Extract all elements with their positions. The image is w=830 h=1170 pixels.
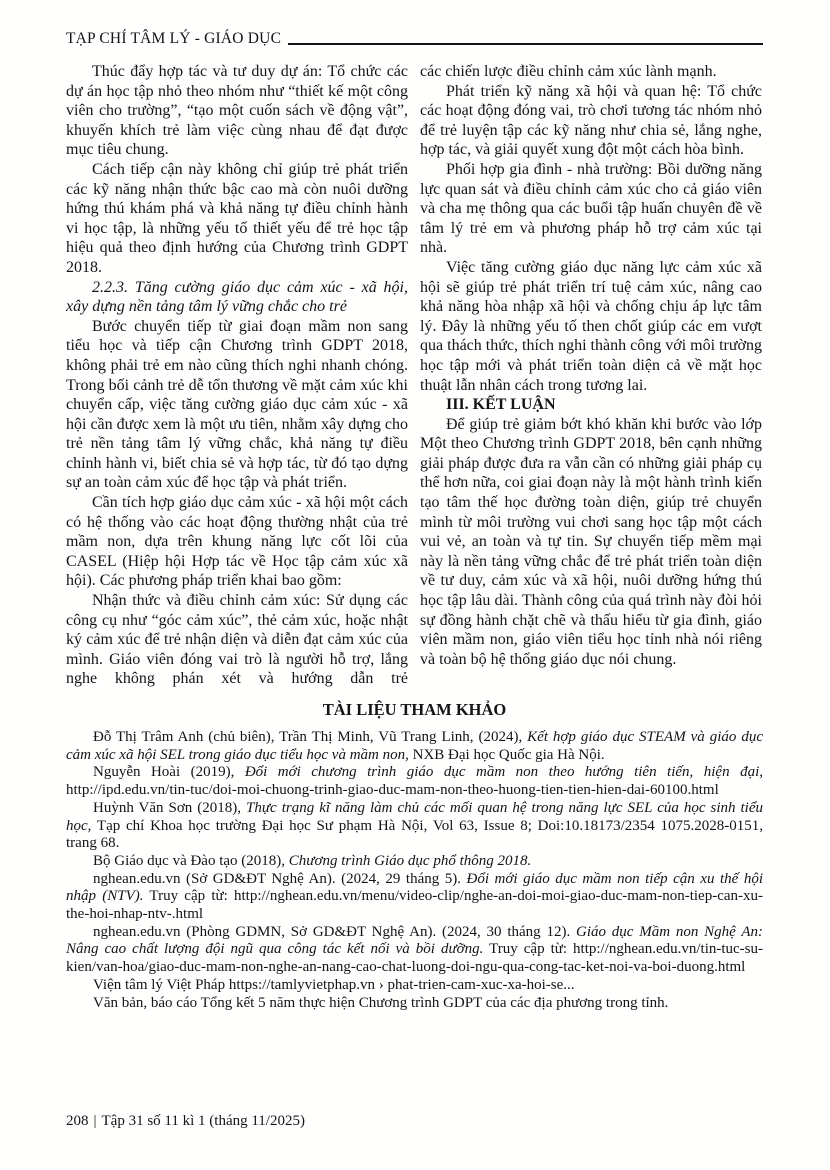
reference-item: Văn bản, báo cáo Tổng kết 5 năm thực hiện Chương trình GDPT của các địa phương trong tỉnh.	[93, 994, 669, 1011]
reference-item: Bộ Giáo dục và Đào tạo (2018), Chương trình Giáo dục phổ thông 2018.	[93, 852, 532, 869]
paragraph: Bước chuyển tiếp từ giai đoạn mầm non sang tiểu học và tiếp cận Chương trình GDPT 2018, không phải trẻ em nào cũng thích nghi nhanh chóng. Trong bối cảnh trẻ dễ tổn thương về mặt cảm xúc khi chuyển cấp, việc tăng cường giáo dục cảm xúc - xã hội cần được xem là một ưu tiên, nhằm xây dựng cho trẻ nền tảng tâm lý vững chắc, khả năng tự điều chỉnh hành vi, biết chia sẻ và hợp tác, từ đó tạo dựng sự an toàn cảm xúc để học tập và phát triển.	[66, 317, 408, 492]
paragraph: Nhận thức và điều chỉnh cảm xúc: Sử dụng các công cụ như “góc cảm xúc”, thẻ cảm xúc, hoặc nhật ký cảm xúc để trẻ nhận diện và diễn đạt cảm xúc của mình. Giáo viên đóng vai trò là người hỗ trợ, lắng nghe không phán xét và hướng dẫn trẻ	[66, 592, 408, 688]
reference-item: nghean.edu.vn (Sở GD&ĐT Nghệ An). (2024, 29 tháng 5). Đổi mới giáo dục mầm non tiếp cận xu thế hội nhập (NTV). Truy cập từ: http://nghean.edu.vn/menu/video-clip/nghe-an-doi-moi-giao-duc-mam-non-tiep-can-xu-the-hoi-nhap-ntv-.html	[66, 870, 764, 923]
references-title: TÀI LIỆU THAM KHẢO	[322, 700, 507, 719]
reference-item: Viện tâm lý Việt Pháp https://tamlyvietphap.vn › phat-trien-cam-xuc-xa-hoi-se...	[93, 976, 575, 993]
left-column	[66, 62, 408, 689]
page-number: 208	[66, 1113, 89, 1129]
page-header	[66, 30, 763, 48]
paragraph: Phối hợp gia đình - nhà trường: Bồi dưỡng năng lực quan sát và điều chỉnh cảm xúc cho cả giáo viên và cha mẹ thông qua các buổi tập huấn chuyên đề về tâm lý trẻ em và phương pháp hỗ trợ cảm xúc tại nhà.	[420, 160, 762, 257]
reference-list	[66, 729, 763, 1012]
journal-title: TẠP CHÍ TÂM LÝ - GIÁO DỤC	[66, 30, 282, 47]
reference-item: Nguyễn Hoài (2019), Đổi mới chương trình giáo dục mầm non theo hướng tiên tiến, hiện đại, http://ipd.edu.vn/tin-tuc/doi-moi-chuong-trinh-giao-duc-mam-non-theo-huong-tien-tien-hien-dai-60100.html	[66, 764, 763, 799]
paragraph: Để giúp trẻ giảm bớt khó khăn khi bước vào lớp Một theo Chương trình GDPT 2018, bên cạnh những giải pháp được đưa ra vẫn cần có những giải pháp cụ thể hơn nữa, coi giai đoạn này là một hành trình kiến tạo tâm thế học đường toàn diện, giúp trẻ chuyển mình từ môi trường vui chơi sang học tập một cách vui vẻ, an toàn và tự tin. Sự chuyển tiếp mềm mại này là nền tảng vững chắc để trẻ phát triển toàn diện về tư duy, cảm xúc và xã hội, nuôi dưỡng hứng thú học tập lâu dài. Thành công của quá trình này đòi hỏi sự đồng hành chặt chẽ và thấu hiểu từ gia đình, giáo viên mầm non, giáo viên tiểu học tỉnh nhà nói riêng và toàn bộ hệ thống giáo dục nói chung.	[420, 415, 762, 668]
right-column	[420, 62, 762, 689]
footer-divider: |	[93, 1113, 97, 1129]
header-rule	[288, 43, 763, 45]
paragraph: Việc tăng cường giáo dục năng lực cảm xúc xã hội sẽ giúp trẻ phát triển trí tuệ cảm xúc, nâng cao khả năng hòa nhập xã hội và chống chịu áp lực tâm lý. Đây là những yếu tố then chốt giúp các em vượt qua thách thức, thích nghi thành công với môi trường học tập mới và phát triển toàn diện cả về mặt học thuật lẫn nhân cách trong tương lai.	[420, 258, 762, 394]
section-heading: III. KẾT LUẬN	[446, 396, 556, 414]
reference-item: Đỗ Thị Trâm Anh (chủ biên), Trần Thị Minh, Vũ Trang Linh, (2024), Kết hợp giáo dục STEAM và giáo dục cảm xúc xã hội SEL trong giáo dục tiểu học và mầm non, NXB Đại học Quốc gia Hà Nội.	[66, 729, 763, 763]
paragraph: Cách tiếp cận này không chỉ giúp trẻ phát triển các kỹ năng nhận thức bậc cao mà còn nuôi dưỡng hứng thú khám phá và khả năng tự điều chỉnh hành vi học tập, là những yếu tố thiết yếu để trẻ học tập hiệu quả theo định hướng của Chương trình GDPT 2018.	[66, 160, 408, 276]
paragraph: Phát triển kỹ năng xã hội và quan hệ: Tổ chức các hoạt động đóng vai, trò chơi tương tác nhóm nhỏ để trẻ luyện tập các kỹ năng như chia sẻ, lắng nghe, hợp tác, và giải quyết xung đột một cách hòa bình.	[420, 82, 762, 159]
paragraph: các chiến lược điều chỉnh cảm xúc lành mạnh.	[420, 63, 717, 80]
page-footer	[66, 1112, 305, 1130]
issue-info: Tập 31 số 11 kì 1 (tháng 11/2025)	[101, 1113, 305, 1129]
reference-item: Huỳnh Văn Sơn (2018), Thực trạng kĩ năng làm chủ các mối quan hệ trong năng lực SEL của học sinh tiểu học, Tạp chí Khoa học trường Đại học Sư phạm Hà Nội, Vol 63, Issue 8; Doi:10.18173/2354 1075.2028-0151, trang 68.	[66, 799, 763, 852]
paragraph: Cần tích hợp giáo dục cảm xúc - xã hội một cách có hệ thống vào các hoạt động thường nhật của trẻ mầm non, dựa trên khung năng lực cốt lõi của CASEL (Hiệp hội Hợp tác về Học tập cảm xúc xã hội). Các phương pháp triển khai bao gồm:	[66, 494, 408, 590]
reference-item: nghean.edu.vn (Phòng GDMN, Sở GD&ĐT Nghệ An). (2024, 30 tháng 12). Giáo dục Mầm non Nghệ An: Nâng cao chất lượng đội ngũ qua công tác kết nối và bồi dưỡng. Truy cập từ: http://nghean.edu.vn/tin-tuc-su-kien/van-hoa/giao-duc-mam-non-nghe-an-nang-cao-chat-luong-doi-ngu-qua-cong-tac-ket-noi-va-boi-duong.html	[66, 923, 764, 976]
article-body	[66, 62, 763, 689]
references-section	[66, 700, 763, 1012]
section-heading: 2.2.3. Tăng cường giáo dục cảm xúc - xã hội, xây dựng nền tảng tâm lý vững chắc cho trẻ	[66, 278, 408, 316]
paragraph: Thúc đẩy hợp tác và tư duy dự án: Tổ chức các dự án học tập nhỏ theo nhóm như “thiết kế một công viên cho trường”, “tạo một cuốn sách về động vật”, khuyến khích trẻ làm việc cùng nhau để đạt được mục tiêu chung.	[66, 63, 408, 159]
